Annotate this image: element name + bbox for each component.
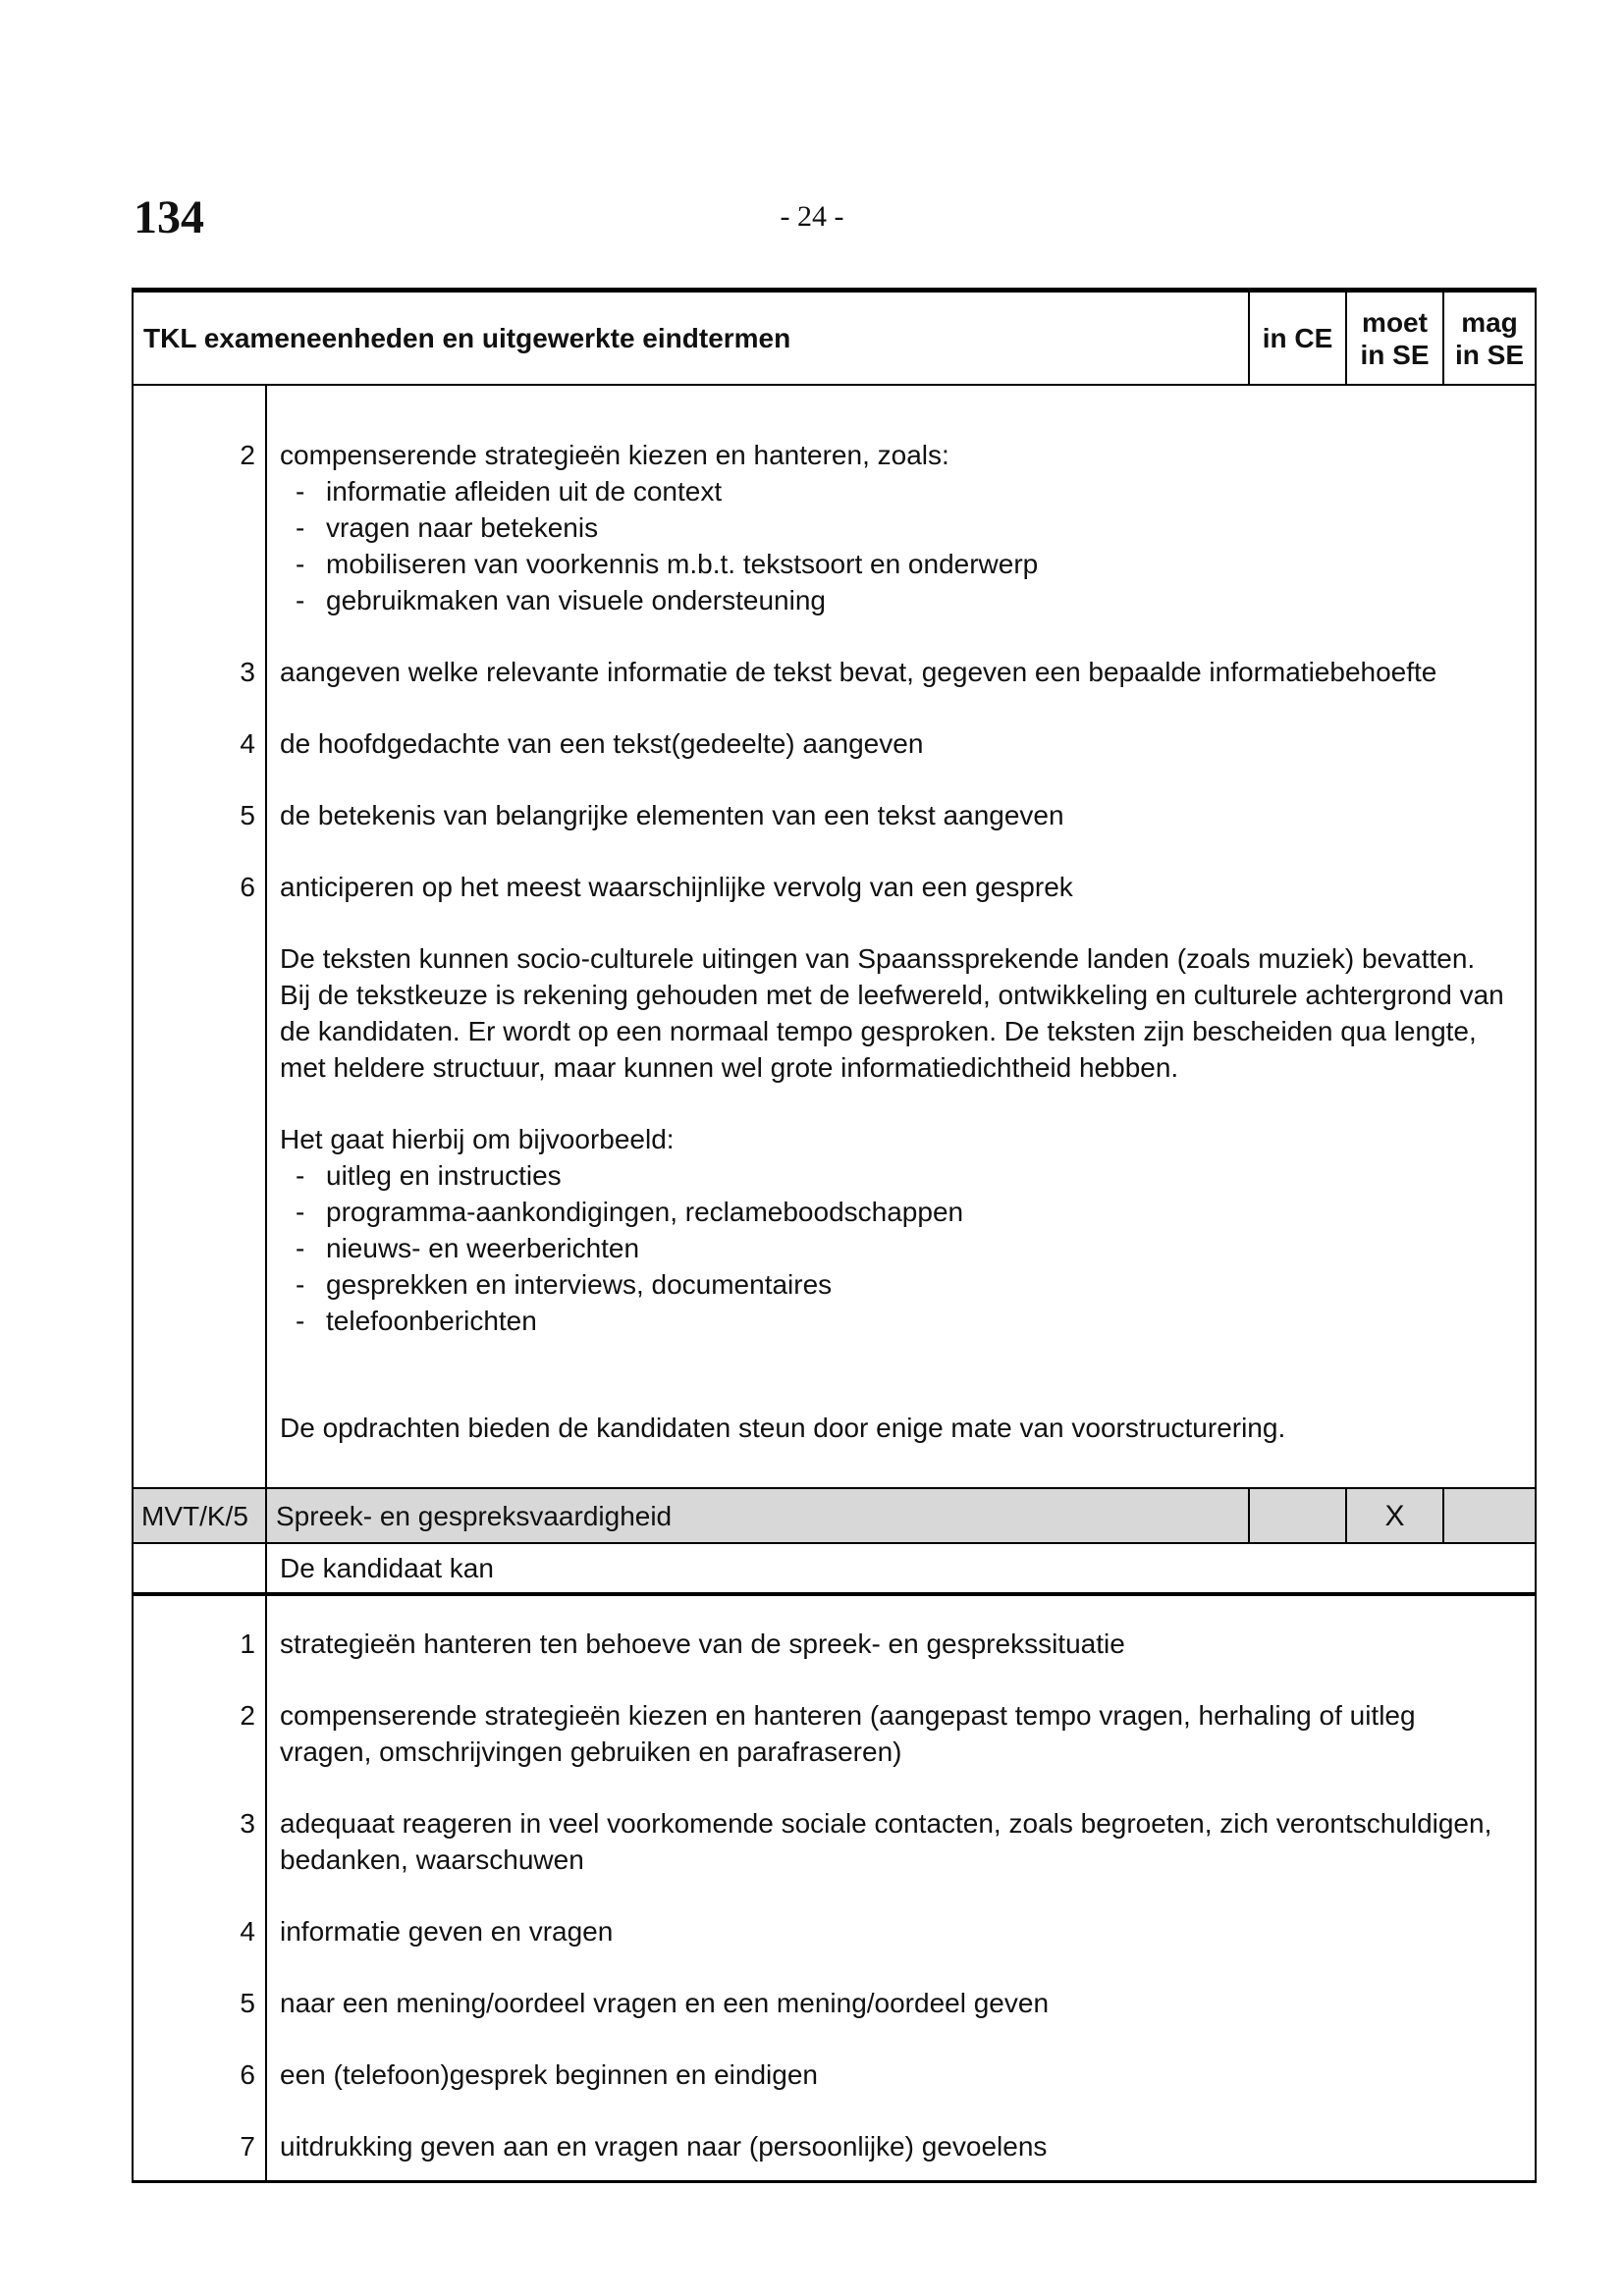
unit-band-row (134, 1487, 1535, 1544)
bullet-dash: - (296, 1233, 305, 1263)
table-row (134, 1121, 1535, 1339)
item-text: naar een mening/oordeel vragen en een mening/oordeel geven (280, 1988, 1050, 2018)
item-number: 1 (240, 1629, 255, 1659)
bullet-text: informatie afleiden uit de context (326, 476, 723, 507)
item-text: compenserende strategieën kiezen en hanteren, zoals: (280, 440, 949, 470)
item-text: informatie geven en vragen (280, 1916, 614, 1947)
bullet-text: programma-aankondigingen, reclameboodschappen (326, 1197, 964, 1227)
item-number: 3 (240, 1808, 255, 1839)
item-number: 5 (240, 1988, 255, 2018)
bullet-text: vragen naar betekenis (326, 512, 599, 543)
table-row (134, 1697, 1535, 1770)
table-row (134, 1913, 1535, 1949)
page-number-center: - 24 - (780, 200, 844, 233)
item-number: 6 (240, 872, 255, 902)
item-text: uitdrukking geven aan en vragen naar (persoonlijke) gevoelens (280, 2131, 1048, 2162)
item-number: 6 (240, 2059, 255, 2090)
paragraph-teksten: De teksten kunnen socio-culturele uitingen van Spaanssprekende landen (zoals muziek) bevatten. Bij de tekstkeuze is rekening gehouden met de leefwereld, ontwikkeling en culturele achtergrond van de kandidaten. Er wordt op een normaal tempo gesproken. De teksten zijn bescheiden qua lengte, met heldere structuur, maar kunnen wel grote informatiedichtheid hebben. (280, 943, 1504, 1083)
table-row (134, 1985, 1535, 2021)
paragraph-intro: Het gaat hierbij om bijvoorbeeld: (280, 1124, 675, 1154)
bullet-dash: - (296, 549, 305, 579)
item-text: de betekenis van belangrijke elementen van een tekst aangeven (280, 800, 1064, 830)
page-number-large: 134 (134, 191, 204, 243)
table-title: TKL exameneenheden en uitgewerkte eindtermen (143, 323, 791, 353)
table-row (134, 437, 1535, 618)
bullet-dash: - (296, 1160, 305, 1191)
table-row (134, 2128, 1535, 2164)
section2-body (134, 1596, 1535, 2180)
item-number: 2 (240, 440, 255, 470)
bullet-dash: - (296, 585, 305, 615)
table-row (134, 940, 1535, 1086)
bullet-item (296, 1303, 1507, 1339)
item-text: anticiperen op het meest waarschijnlijke vervolg van een gesprek (280, 872, 1073, 902)
table-row (134, 869, 1535, 905)
bullet-dash: - (296, 1269, 305, 1300)
item-text: compenserende strategieën kiezen en hanteren (aangepast tempo vragen, herhaling of uitleg vragen, omschrijvingen gebruiken en parafraseren) (280, 1700, 1416, 1767)
bullet-text: gebruikmaken van visuele ondersteuning (326, 585, 826, 615)
table-header-row (134, 293, 1535, 386)
bullet-item (296, 509, 1507, 546)
bullet-dash: - (296, 476, 305, 507)
bullet-item (296, 1266, 1507, 1303)
eindtermen-table (132, 288, 1537, 2183)
bullet-dash: - (296, 512, 305, 543)
bullet-item (296, 1194, 1507, 1230)
bullet-text: nieuws- en weerberichten (326, 1233, 640, 1263)
item-number: 4 (240, 728, 255, 759)
bullet-item (296, 473, 1507, 509)
table-row (134, 1626, 1535, 1662)
bullet-text: gesprekken en interviews, documentaires (326, 1269, 833, 1300)
bullet-dash: - (296, 1306, 305, 1336)
item-number: 3 (240, 657, 255, 687)
bullet-item (296, 582, 1507, 618)
section1-body (134, 386, 1535, 1487)
item-text: aangeven welke relevante informatie de tekst bevat, gegeven een bepaalde informatiebehoefte (280, 657, 1437, 687)
item-text: adequaat reageren in veel voorkomende sociale contacten, zoals begroeten, zich verontschuldigen, bedanken, waarschuwen (280, 1808, 1492, 1875)
bullet-item (296, 546, 1507, 582)
column-header-moet-in-se: moet in SE (1345, 293, 1442, 384)
cell-moet-in-se: X (1345, 1489, 1442, 1542)
bullet-text: telefoonberichten (326, 1306, 537, 1336)
table-row (134, 725, 1535, 762)
unit-title: Spreek- en gespreksvaardigheid (265, 1489, 1248, 1542)
item-number: 5 (240, 800, 255, 830)
column-header-mag-in-se: mag in SE (1442, 293, 1535, 384)
kandidaat-text: De kandidaat kan (280, 1553, 494, 1583)
item-text: strategieën hanteren ten behoeve van de spreek- en gesprekssituatie (280, 1629, 1125, 1659)
item-number: 2 (240, 1700, 255, 1731)
cell-mag-in-se (1442, 1489, 1535, 1542)
table-row (134, 654, 1535, 690)
table-row (134, 797, 1535, 833)
item-number: 4 (240, 1916, 255, 1947)
bullet-item (296, 1230, 1507, 1266)
item-number: 7 (240, 2131, 255, 2162)
table-row (134, 2056, 1535, 2093)
paragraph-opdrachten: De opdrachten bieden de kandidaten steun door enige mate van voorstructurering. (280, 1413, 1286, 1443)
table-row (134, 1805, 1535, 1878)
bullet-dash: - (296, 1197, 305, 1227)
item-text: de hoofdgedachte van een tekst(gedeelte) aangeven (280, 728, 924, 759)
table-row (134, 1410, 1535, 1446)
unit-code: MVT/K/5 (141, 1500, 248, 1531)
bullet-text: uitleg en instructies (326, 1160, 562, 1191)
column-header-in-ce: in CE (1248, 293, 1345, 384)
kandidaat-row (134, 1544, 1535, 1596)
item-text: een (telefoon)gesprek beginnen en eindigen (280, 2059, 818, 2090)
bullet-text: mobiliseren van voorkennis m.b.t. tekstsoort en onderwerp (326, 549, 1039, 579)
cell-in-ce (1248, 1489, 1345, 1542)
bullet-item (296, 1157, 1507, 1194)
